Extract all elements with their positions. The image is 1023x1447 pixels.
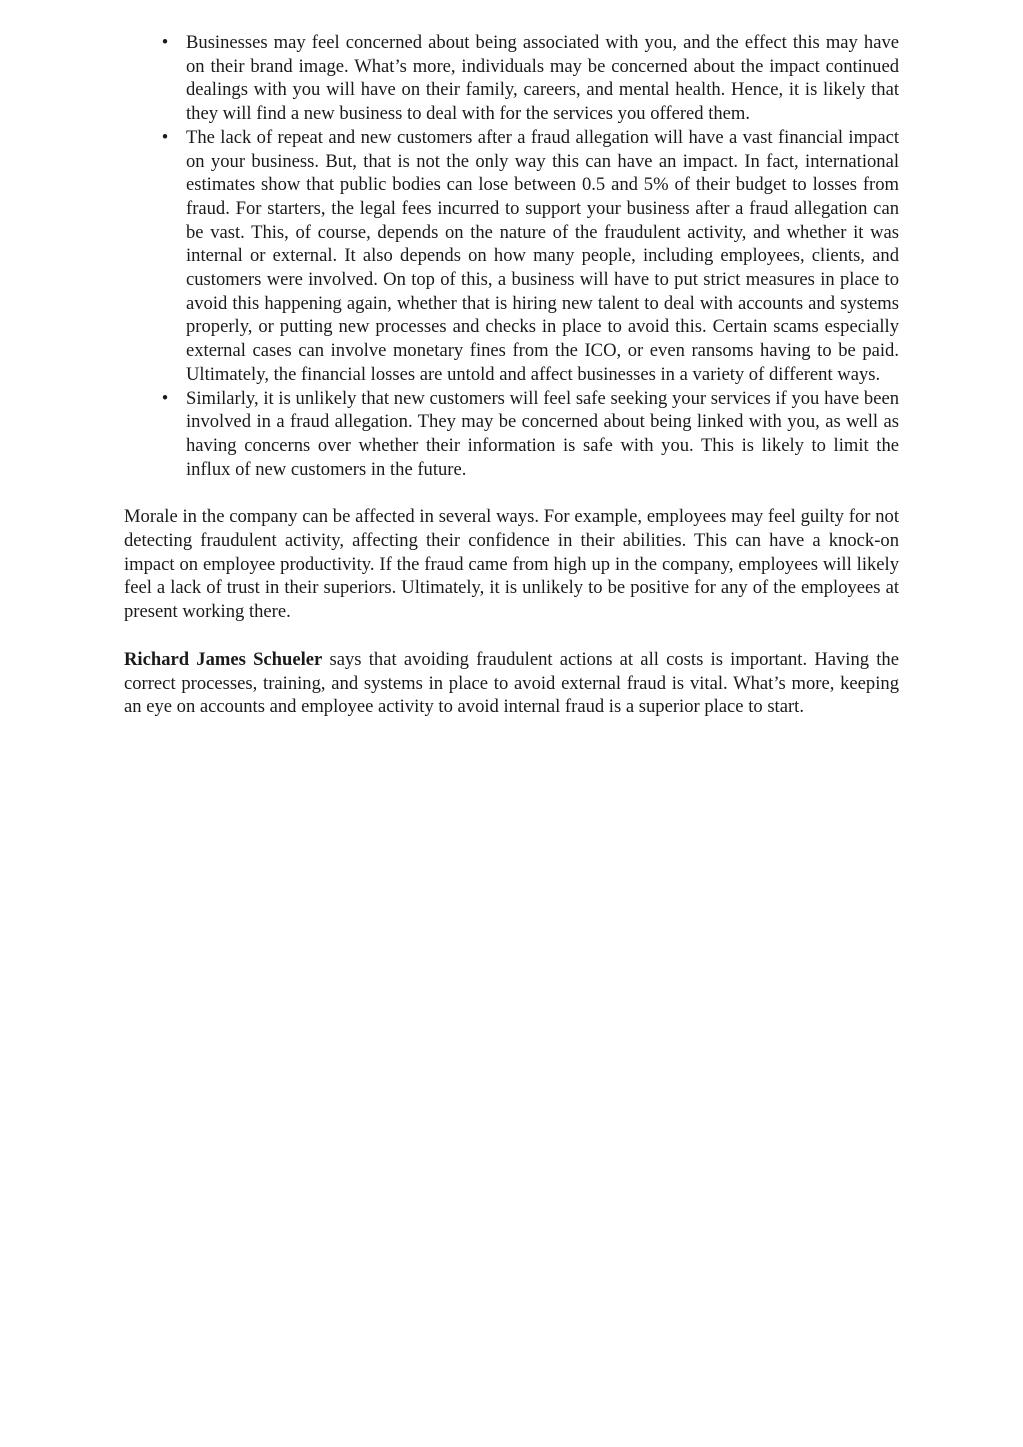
- author-name: Richard James Schueler: [124, 648, 323, 670]
- bullet-item-new-customers: [124, 387, 899, 482]
- morale-paragraph: Morale in the company can be affected in several ways. For example, employees may feel guilty for not detecting fraudulent activity, affecting their confidence in their abilities. This can have a knock-on impact on employee productivity. If the fraud came from high up in the company, employees will likely feel a lack of trust in their superiors. Ultimately, it is unlikely to be positive for any of the employees at present working there.: [124, 506, 899, 623]
- bullet-text: Businesses may feel concerned about being associated with you, and the effect this may have on their brand image. What’s more, individuals may be concerned about the impact continued dealings with you will have on their family, careers, and mental health. Hence, it is likely that they will find a new business to deal with for the services you offered them.: [186, 32, 899, 125]
- bullet-item-financial-impact: [124, 126, 899, 387]
- closing-text: says that avoiding fraudulent actions at all costs is important. Having the correct processes, training, and systems in place to avoid external fraud is vital. What’s more, keeping an eye on accounts and employee activity to avoid internal fraud is a superior place to start.: [124, 648, 899, 718]
- bullet-icon: •: [161, 387, 169, 409]
- document-page: [124, 31, 899, 719]
- closing-paragraph: [124, 648, 899, 719]
- bullet-icon: •: [161, 32, 169, 53]
- bullet-icon: •: [161, 126, 169, 148]
- bullet-item-brand-image: [124, 31, 899, 126]
- bullet-text: The lack of repeat and new customers after a fraud allegation will have a vast financial impact on your business. But, that is not the only way this can have an impact. In fact, international estimates show that public bodies can lose between 0.5 and 5% of their budget to losses from fraud. For starters, the legal fees incurred to support your business after a fraud allegation can be vast. This, of course, depends on the nature of the fraudulent activity, and whether it was internal or external. It also depends on how many people, including employees, clients, and customers were involved. On top of this, a business will have to put strict measures in place to avoid this happening again, whether that is hiring new talent to deal with accounts and systems properly, or putting new processes and checks in place to avoid this. Certain scams especially external cases can involve monetary fines from the ICO, or even ransoms having to be paid. Ultimately, the financial losses are untold and affect businesses in a variety of different ways.: [186, 126, 899, 385]
- bullet-text: Similarly, it is unlikely that new customers will feel safe seeking your services if you have been involved in a fraud allegation. They may be concerned about being linked with you, as well as having concerns over whether their information is safe with you. This is likely to limit the influx of new customers in the future.: [186, 387, 899, 480]
- bullet-list: [124, 31, 899, 481]
